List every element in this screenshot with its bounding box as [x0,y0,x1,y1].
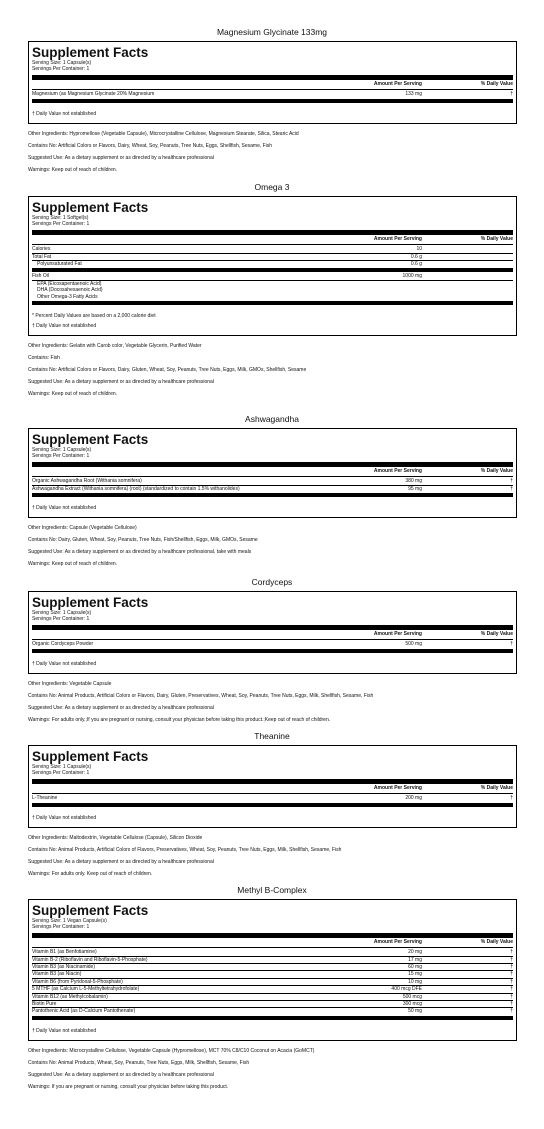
divider [32,89,513,91]
daily-value-header: % Daily Value [480,467,513,474]
suggested-use: Suggested Use: As a dietary supplement or as directed by a healthcare professional [28,378,214,385]
divider-thick-bottom [32,301,513,305]
nutrient-row [32,485,513,492]
serving-size: Serving Size: 1 Capsule(s) [32,447,92,453]
divider [32,793,513,795]
contains-no: Contains No: Artificial Colors or Flavors, Dairy, Wheat, Soy, Peanuts, Tree Nuts, Eggs, Shellfish, Sesame, Fish [28,142,273,149]
nutrient-row [32,294,513,300]
daily-value-header: % Daily Value [480,784,513,791]
nutrient-name: 5 MTHF (as Calcium L-5-Methyltetrahydrofolate) [32,986,140,993]
nutrient-daily-value [454,273,513,279]
nutrient-daily-value: † [510,963,513,970]
product-section [0,182,544,397]
divider-thick [32,462,513,467]
amount-per-serving-header: Amount Per Serving [373,80,422,87]
nutrient-row [32,1007,513,1014]
product-section [0,577,544,723]
nutrient-name: Vitamin B1 (as Benfotiamine) [32,949,97,956]
nutrient-row [32,1000,513,1007]
column-headers [32,468,513,475]
nutrient-amount: 200 mg [405,795,422,802]
suggested-use: Suggested Use: As a dietary supplement or as directed by a healthcare professional [28,154,214,161]
nutrient-daily-value: † [510,795,513,802]
nutrient-row [32,91,513,97]
nutrient-row [32,253,513,260]
nutrient-daily-value [454,246,513,252]
product-title: Ashwagandha [245,414,299,424]
nutrient-amount: 20 mg [408,949,422,956]
supplement-facts-panel [28,196,517,336]
footnote: † Daily Value not established [32,814,97,821]
nutrient-daily-value: † [510,1008,513,1015]
divider-thick-bottom [32,1016,513,1020]
divider [32,947,513,949]
nutrient-amount: 400 mcg DFE [391,986,422,993]
column-headers [32,81,513,88]
daily-value-header: % Daily Value [480,938,513,945]
daily-value-header: % Daily Value [480,235,513,242]
divider-thick-bottom [32,99,513,103]
nutrient-amount: 380 mg [405,478,422,485]
column-headers [32,631,513,638]
footnote: † Daily Value not established [32,660,97,667]
nutrient-name: Vitamin B6 (from Pyridoxal-5-Phosphate) [32,978,123,985]
nutrient-name: Vitamin B-2 (Riboflavin and Riboflavin-5-Phosphate) [32,956,148,963]
contains-no: Contains No: Animal Products, Artificial Colors or Flavors, Dairy, Gluten, Preservatives, Wheat, Soy, Peanuts, Tree Nuts, Eggs, Milk, Shellfish, Sesame, Fish [28,692,374,699]
daily-value-header: % Daily Value [480,80,513,87]
product-section [0,885,544,1090]
nutrient-daily-value: † [510,978,513,985]
supplement-facts-panel [28,899,517,1041]
nutrient-row [32,963,513,970]
nutrient-daily-value: † [510,485,513,492]
servings-per-container: Servings Per Container: 1 [32,615,90,622]
suggested-use: Suggested Use: As a dietary supplement or as directed by a healthcare professional [28,1071,214,1078]
nutrient-row [32,970,513,977]
nutrient-row [32,273,513,279]
servings-per-container: Servings Per Container: 1 [32,923,90,930]
amount-per-serving-header: Amount Per Serving [373,467,422,474]
product-section [0,414,544,567]
nutrient-row [32,280,513,287]
nutrient-daily-value: † [510,993,513,1000]
serving-size: Serving Size: 1 Softgel(s) [32,215,89,221]
nutrient-name: Total Fat [32,253,52,260]
footnote: † Daily Value not established [32,1027,97,1034]
nutrient-row [32,985,513,992]
other-ingredients: Other Ingredients: Hypromellose (Vegetable Capsule), Microcrystalline Cellulose, Magnesium Stearate, Silica, Stearic Acid [28,130,299,137]
column-headers [32,236,513,243]
serving-size: Serving Size: 1 Capsule(s) [32,610,92,616]
nutrient-name: Vitamin B3 (as Niacinamide) [32,963,95,970]
nutrient-row [32,246,513,252]
serving-size: Serving Size: 1 Vegan Capsule(s) [32,918,107,924]
nutrient-amount: 0.6 g [410,253,422,260]
nutrient-row [32,978,513,985]
nutrient-name: DHA (Docosahexaenoic Acid) [37,287,103,294]
facts-heading: Supplement Facts [32,903,149,918]
other-ingredients: Other Ingredients: Vegetable Capsule [28,680,112,687]
nutrient-amount: 50 mg [408,1008,422,1015]
divider [32,639,513,641]
nutrient-name: Calories [32,246,51,253]
supplement-facts-panel [28,745,517,828]
servings-per-container: Servings Per Container: 1 [32,769,90,776]
nutrient-row [32,956,513,963]
nutrient-name: Fish Oil [32,273,49,280]
nutrient-amount: 95 mg [408,485,422,492]
other-ingredients: Other Ingredients: Gelatin with Carob color, Vegetable Glycerin, Purified Water [28,342,202,349]
product-title: Cordyceps [251,577,293,587]
product-title: Magnesium Glycinate 133mg [216,27,328,37]
nutrient-row [32,641,513,647]
nutrient-name: Pantothenic Acid (as D-Calcium Pantothenate) [32,1008,136,1015]
nutrient-name: Vitamin B12 (as Methylcobalamin) [32,993,108,1000]
product-section [0,27,544,173]
nutrient-daily-value: † [510,641,513,648]
nutrient-amount: 10 [416,246,422,253]
warnings: Warnings: Keep out of reach of children. [28,560,118,567]
nutrient-amount: 1000 mg [402,273,422,280]
contains-no: Contains No: Animal Products, Artificial Colors of Flavors, Preservatives, Wheat, Soy, Peanuts, Tree Nuts, Eggs, Milk, Shellfish, Sesame, Fish [28,846,342,853]
nutrient-name: Vitamin B3 (as Niacin) [32,971,82,978]
nutrient-amount: 300 mcg [402,1000,422,1007]
contains-no: Contains No: Animal Products, Wheat, Soy, Peanuts, Tree Nuts, Eggs, Milk, Shellfish, Sesame, Fish [28,1059,250,1066]
facts-heading: Supplement Facts [32,595,149,610]
contains-no: Contains No: Artificial Colors or Flavors, Dairy, Gluten, Wheat, Soy, Peanuts, Tree Nuts, Eggs, Milk, GMOs, Shellfish, Sesame [28,366,307,373]
contains-no: Contains No: Dairy, Gluten, Wheat, Soy, Peanuts, Tree Nuts, Fish/Shellfish, Eggs, Milk, GMOs, Sesame [28,536,258,543]
warnings: Warnings: If you are pregnant or nursing, consult your physician before taking this product. [28,1083,229,1090]
other-ingredients: Other Ingredients: Microcrystalline Cellulose, Vegetable Capsule (Hypromellose), MCT 70% C8/C10 Coconut on Acacia (GoMCT) [28,1047,315,1054]
nutrient-row [32,260,513,267]
nutrient-row [32,949,513,955]
serving-size: Serving Size: 1 Capsule(s) [32,60,92,66]
warnings: Warnings: For adults only.;If you are pregnant or nursing, consult your physician before taking this product.;Keep out of reach of children. [28,716,331,723]
nutrient-amount: 133 mg [405,91,422,98]
nutrient-row [32,993,513,1000]
nutrient-amount [339,294,454,300]
warnings: Warnings: Keep out of reach of children. [28,166,118,173]
nutrient-amount: 17 mg [408,956,422,963]
facts-heading: Supplement Facts [32,749,149,764]
nutrient-amount: 10 mg [408,978,422,985]
warnings: Warnings: Keep out of reach of children. [28,390,118,397]
product-title: Theanine [254,731,290,741]
divider-thick-bottom [32,649,513,653]
footnote: † Daily Value not established [32,110,97,117]
nutrient-row [32,795,513,801]
nutrient-daily-value: † [510,478,513,485]
footnote: † Daily Value not established [32,504,97,511]
nutrient-amount: 500 mcg [402,993,422,1000]
product-title: Methyl B-Complex [237,885,307,895]
nutrient-name: EPA (Eicosapentaenoic Acid) [37,280,102,287]
column-headers [32,785,513,792]
nutrient-name: Organic Cordyceps Powder [32,641,94,648]
supplement-facts-panel [28,41,517,124]
suggested-use: Suggested Use: As a dietary supplement or as directed by a healthcare professional [28,704,214,711]
divider-thick [32,933,513,938]
divider-thick [32,230,513,235]
supplement-facts-panel [28,591,517,674]
facts-heading: Supplement Facts [32,432,149,447]
divider [32,244,513,246]
product-section [0,731,544,877]
servings-per-container: Servings Per Container: 1 [32,452,90,459]
divider [32,476,513,478]
nutrient-name: Magnesium (as Magnesium Glycinate 20% Magnesium [32,91,155,98]
servings-per-container: Servings Per Container: 1 [32,220,90,227]
amount-per-serving-header: Amount Per Serving [373,235,422,242]
nutrient-daily-value: † [510,986,513,993]
daily-value-header: % Daily Value [480,630,513,637]
nutrient-name: Biotin Pure [32,1000,57,1007]
divider-thick [32,779,513,784]
warnings: Warnings: For adults only. Keep out of reach of children. [28,870,153,877]
divider-thick [32,75,513,80]
contains: Contains: Fish [28,354,60,361]
footnote: * Percent Daily Values are based on a 2,000 calorie diet [32,312,156,319]
nutrient-amount: 60 mg [408,963,422,970]
nutrient-name: Polyunsaturated Fat [37,260,82,267]
divider-thick [32,625,513,630]
nutrient-name: Other Omega-3 Fatty Acids [37,293,98,300]
nutrient-amount: 15 mg [408,971,422,978]
nutrient-row [32,478,513,484]
other-ingredients: Other Ingredients: Capsule (Vegetable Cellulose) [28,524,137,531]
suggested-use: Suggested Use: As a dietary supplement or as directed by a healthcare professional [28,858,214,865]
nutrient-daily-value: † [510,956,513,963]
nutrient-daily-value [454,261,513,267]
nutrient-amount: 500 mg [405,641,422,648]
facts-heading: Supplement Facts [32,45,149,60]
serving-size: Serving Size: 1 Capsule(s) [32,764,92,770]
divider-thick-bottom [32,803,513,807]
amount-per-serving-header: Amount Per Serving [373,630,422,637]
amount-per-serving-header: Amount Per Serving [373,784,422,791]
nutrient-name: L-Theanine [32,795,58,802]
facts-heading: Supplement Facts [32,200,149,215]
servings-per-container: Servings Per Container: 1 [32,65,90,72]
nutrient-daily-value: † [510,91,513,98]
nutrient-daily-value: † [510,971,513,978]
other-ingredients: Other Ingredients: Maltodextrin, Vegetable Cellulose (Capsule), Silicon Dioxide [28,834,203,841]
nutrient-daily-value: † [510,1000,513,1007]
nutrient-name: Organic Ashwagandha Root (Withania somnifera) [32,478,142,485]
footnote: † Daily Value not established [32,322,97,329]
product-title: Omega 3 [254,182,290,192]
nutrient-daily-value [454,294,513,300]
nutrient-daily-value [454,254,513,260]
amount-per-serving-header: Amount Per Serving [373,938,422,945]
supplement-facts-panel [28,428,517,518]
nutrient-daily-value: † [510,949,513,956]
column-headers [32,939,513,946]
nutrient-name: Ashwagandha Extract (Withania somnifera) (root) (standardized to contain 1.5% withanolides) [32,485,240,492]
nutrient-amount: 0.6 g [410,260,422,267]
divider-thick-bottom [32,493,513,497]
suggested-use: Suggested Use: As a dietary supplement or as directed by a healthcare professional, take with meals [28,548,252,555]
divider-section [32,268,513,272]
